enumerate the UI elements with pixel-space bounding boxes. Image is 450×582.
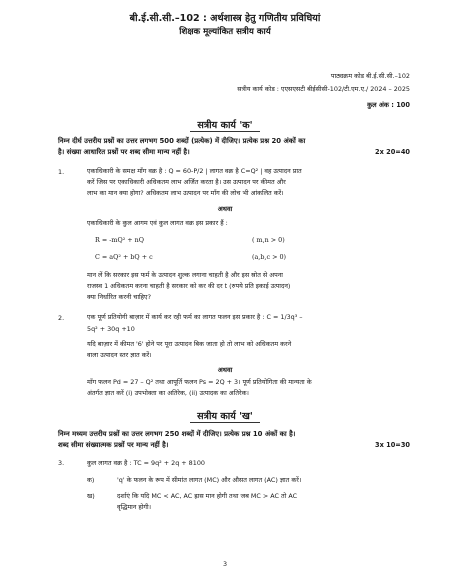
question-3b-line1: दर्शाएं कि यदि MC < AC, AC ह्रास मान होगी तथा जब MC > AC तो AC bbox=[117, 492, 298, 500]
question-1-equation-cost-condition: (a,b,c > 0) bbox=[252, 253, 287, 261]
question-2-line4: वाला उत्पादन स्तर ज्ञात करें। bbox=[87, 351, 152, 359]
question-1-line3: लाभ का मान क्या होगा? अधिकतम लाभ उत्पादन पर माँग की लोच भी आंकलित करें। bbox=[87, 189, 284, 197]
total-marks: कुल अंक : 100 bbox=[367, 101, 410, 109]
question-2-line2: 5q² + 30q +10 bbox=[87, 325, 135, 333]
question-3a-label: क) bbox=[87, 476, 95, 484]
question-2-line1: एक पूर्ण प्रतियोगी बाज़ार में कार्य कर रही फर्म का लागत फलन इस प्रकार है : C = 1/3q³ – bbox=[87, 313, 303, 321]
section-b-instruction-line2: शब्द सीमा संख्यात्मक प्रश्नों पर मान्य नहीं है। bbox=[58, 441, 169, 449]
question-2-or: अथवा bbox=[217, 366, 233, 374]
question-1-equation-revenue-condition: ( m,n > 0) bbox=[252, 236, 285, 244]
course-code: पाठ्यक्रम कोड बी.ई.सी.सी.–102 bbox=[330, 72, 410, 80]
question-1-or: अथवा bbox=[217, 205, 233, 213]
section-a-instruction-line1: निम्न दीर्घ उत्तरीय प्रश्नों का उत्तर लगभग 500 शब्दों (प्रत्येक) में दीजिए। प्रत्येक प्रश्न 20 अंकों का bbox=[58, 137, 306, 145]
page-number: 3 bbox=[222, 560, 228, 568]
question-3b-label: ख) bbox=[87, 492, 95, 500]
question-3-line1: कुल लागत वक्र है : TC = 9q² + 2q + 8100 bbox=[87, 459, 205, 467]
question-3-number: 3. bbox=[58, 459, 65, 467]
question-2-alt-line1: माँग फलन Pd = 27 – Q² तथा आपूर्ति फलन Ps = 2Q + 3। पूर्ण प्रतियोगिता की मान्यता के bbox=[87, 378, 312, 386]
assignment-code: सत्रीय कार्य कोड : एएसएसटी बीईसीसी-102/टी.एम.ए./ 2024 – 2025 bbox=[237, 85, 410, 93]
question-2-alt-line2: अंतर्गत ज्ञात करें (i) उपभोक्ता का अतिरेक, (ii) उत्पादक का अतिरेक। bbox=[87, 389, 249, 397]
document-subtitle: शिक्षक मूल्यांकित सत्रीय कार्य bbox=[179, 27, 271, 37]
question-1-tail-line3: क्या निर्धारित करनी चाहिए? bbox=[87, 293, 151, 301]
question-3b-line2: वृद्धिमान होगी। bbox=[117, 503, 152, 511]
document-title: बी.ई.सी.सी.–102 : अर्थशास्त्र हेतु गणितीय प्रविधियां bbox=[129, 13, 321, 24]
section-b-marks: 3x 10=30 bbox=[374, 441, 410, 449]
question-1-number: 1. bbox=[58, 168, 65, 176]
question-1-line1: एकाधिकारी के समक्ष माँग वक्र है : Q = 60-P/2 | लागत वक्र है C=Q² | वह उत्पादन प्रात bbox=[87, 167, 302, 175]
section-a-instruction-line2: है। संख्या आधारित प्रश्नों पर शब्द सीमा मान्य नहीं है। bbox=[58, 148, 190, 156]
question-1-tail-line1: मान लें कि सरकार इस फर्म के उत्पादन शुल्क लगाना चाहती है और इस स्रोत से अपना bbox=[87, 271, 283, 279]
question-1-tail-line2: राजस्व 1 अधिकतम करना चाहती है सरकार को कर की दर t (रुपये प्रति इकाई उत्पादन) bbox=[87, 282, 291, 290]
section-b-heading: सत्रीय कार्य 'ख' bbox=[197, 411, 253, 422]
question-1-equation-revenue: R = -mQ² + nQ bbox=[95, 236, 145, 244]
section-a-heading: सत्रीय कार्य 'क' bbox=[197, 120, 253, 131]
question-1-alt-intro: एकाधिकारी के कुल आगम एवं कुल लागत वक्र इस प्रकार हैं : bbox=[87, 219, 228, 227]
question-1-equation-cost: C = aQ² + bQ + c bbox=[95, 253, 153, 261]
section-b-underline bbox=[190, 422, 260, 423]
section-a-marks: 2x 20=40 bbox=[374, 148, 410, 156]
question-1-line2: करें जिस पर एकाधिकारी अधिकतम लाभ अर्जित करता है। उस उत्पादन पर कीमत और bbox=[87, 178, 286, 186]
section-a-underline bbox=[190, 131, 260, 132]
question-2-number: 2. bbox=[58, 314, 65, 322]
section-b-instruction-line1: निम्न मध्यम उत्तरीय प्रश्नों का उत्तर लगभग 250 शब्दों में दीजिए। प्रत्येक प्रश्न 10 अंकों का है। bbox=[58, 430, 296, 438]
question-2-line3: यदि बाज़ार में कीमत '6' होने पर पूरा उत्पादन बिक जाता हो तो लाभ को अधिकतम करने bbox=[87, 340, 292, 348]
question-3a-text: 'q' के फलन के रूप में सीमांत लागत (MC) और औसत लागत (AC) ज्ञात करें। bbox=[117, 476, 302, 484]
